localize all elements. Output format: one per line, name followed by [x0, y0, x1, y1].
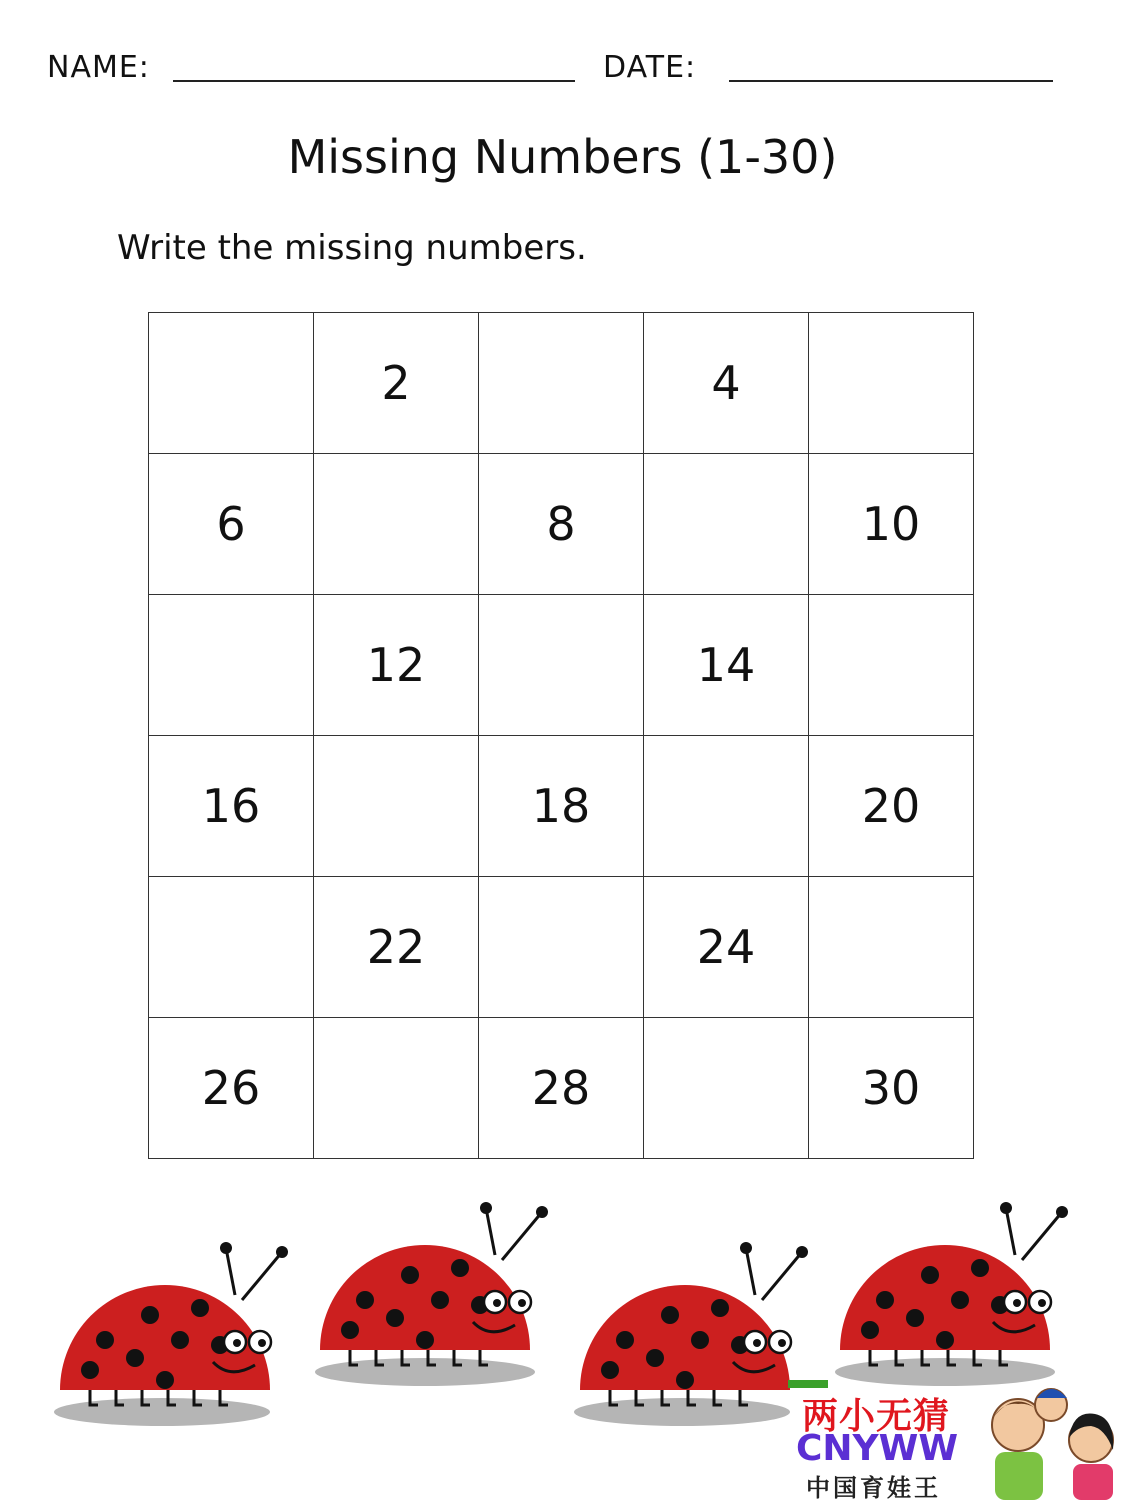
watermark [788, 1380, 1125, 1500]
grid-cell-blank[interactable] [149, 313, 314, 454]
grid-cell-number: 18 [479, 736, 644, 877]
watermark-accent-bar [788, 1380, 828, 1388]
grid-cell-number: 20 [809, 736, 974, 877]
grid-cell-blank[interactable] [479, 877, 644, 1018]
grid-cell-number: 26 [149, 1018, 314, 1159]
grid-cell-blank[interactable] [479, 313, 644, 454]
grid-cell-blank[interactable] [809, 313, 974, 454]
grid-cell-blank[interactable] [314, 454, 479, 595]
ladybug-3 [570, 1240, 820, 1430]
grid-cell-number: 8 [479, 454, 644, 595]
grid-cell-blank[interactable] [644, 454, 809, 595]
name-label: NAME: [47, 50, 150, 85]
watermark-line1: 两小无猜 [802, 1396, 951, 1437]
grid-cell-number: 6 [149, 454, 314, 595]
grid-cell-number: 2 [314, 313, 479, 454]
ladybug-4 [830, 1200, 1080, 1390]
grid-cell-blank[interactable] [314, 1018, 479, 1159]
grid-cell-number: 24 [644, 877, 809, 1018]
ladybug-1 [50, 1240, 300, 1430]
grid-cell-blank[interactable] [314, 736, 479, 877]
worksheet-title: Missing Numbers (1-30) [287, 130, 838, 184]
grid-row [149, 736, 974, 877]
date-line[interactable] [729, 80, 1053, 82]
watermark-line3: 中国育娃王 [806, 1474, 941, 1502]
grid-cell-number: 30 [809, 1018, 974, 1159]
instruction-text: Write the missing numbers. [117, 228, 587, 268]
number-grid [148, 312, 974, 1159]
grid-row [149, 1018, 974, 1159]
grid-row [149, 877, 974, 1018]
grid-cell-blank[interactable] [149, 877, 314, 1018]
watermark-line2: CNYWW [796, 1428, 959, 1469]
grid-cell-blank[interactable] [644, 1018, 809, 1159]
ladybug-2 [310, 1200, 560, 1390]
grid-cell-number: 16 [149, 736, 314, 877]
grid-cell-number: 4 [644, 313, 809, 454]
grid-cell-blank[interactable] [809, 595, 974, 736]
grid-cell-blank[interactable] [809, 877, 974, 1018]
grid-cell-number: 12 [314, 595, 479, 736]
grid-cell-number: 10 [809, 454, 974, 595]
grid-row [149, 313, 974, 454]
name-line[interactable] [173, 80, 575, 82]
grid-cell-number: 22 [314, 877, 479, 1018]
grid-cell-blank[interactable] [479, 595, 644, 736]
date-label: DATE: [603, 50, 697, 85]
grid-cell-number: 28 [479, 1018, 644, 1159]
grid-cell-number: 14 [644, 595, 809, 736]
grid-cell-blank[interactable] [644, 736, 809, 877]
grid-row [149, 595, 974, 736]
cartoon-family-icon [973, 1380, 1123, 1500]
grid-cell-blank[interactable] [149, 595, 314, 736]
grid-row [149, 454, 974, 595]
